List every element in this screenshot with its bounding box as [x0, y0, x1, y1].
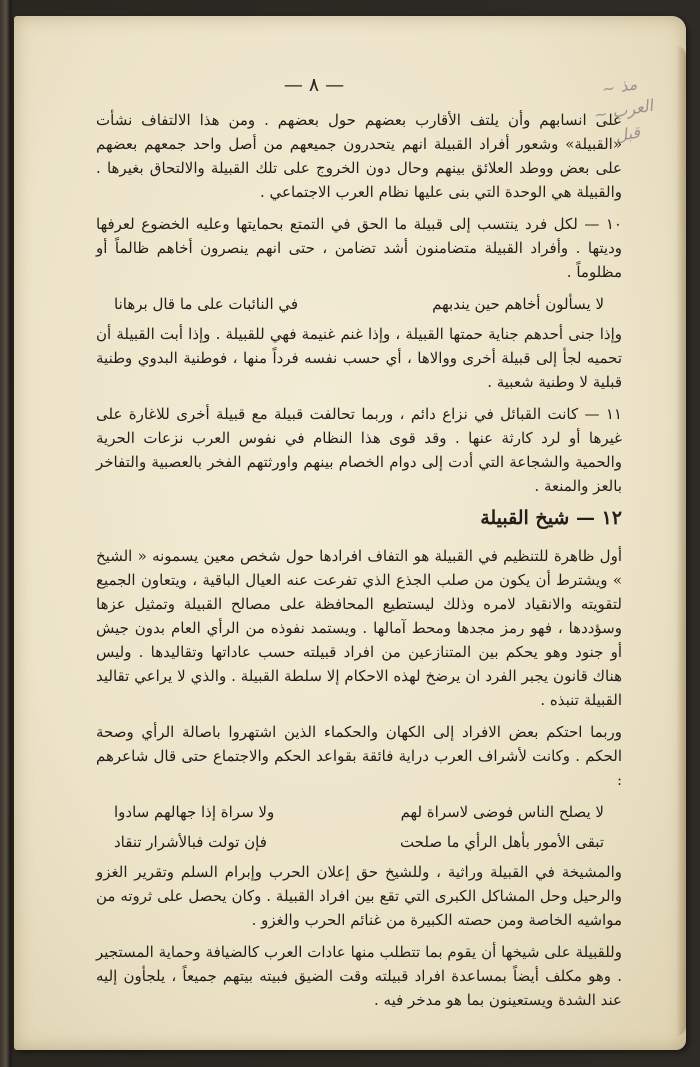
verse-second-hemistich: ولا سراة إذا جهالهم سادوا: [114, 803, 275, 821]
paragraph: على انسابهم وأن يلتف الأقارب بعضهم حول بعضهم . ومن هذا الالتفاف نشأت «القبيلة» وشعور أفراد القبيلة انهم يتحدرون جميعهم من أصل واحد جمعهم بعضهم على بعض ووطد العلائق بينهم وحال دون الخروج على تلك القبيلة والالتحاق بغيرها . والقبيلة هي الوحدة التي بنى عليها نظام العرب الاجتماعي .: [96, 111, 622, 201]
paragraph: أول ظاهرة للتنظيم في القبيلة هو التفاف افرادها حول شخص معين يسمونه « الشيخ » ويشترط أن يكون من صلب الجذع الذي تفرعت عنه العيال الباقية ، ويتعاون الجميع لتقويته والانقياد لامره وذلك ليستطيع المحافظة على مصالح القبيلة وتمثيل عزها وسؤددها ، فهو رمز مجدها ومحط آمالها . ويستمد نفوذه من الرأي العام بدون جيش أو جنود وهو يحكم بين المتنازعين من افراد قبيلته حسب عاداتها وتقاليدها . وليس هناك قانون يجبر الفرد ان يرضخ لهذه الاحكام إلا سلطة القبيلة . والذي لا يراعي تقاليد القبيلة تنبذه .: [96, 547, 622, 709]
poem-verse: [114, 830, 604, 854]
paragraph: وإذا جنى أحدهم جناية حمتها القبيلة ، وإذا غنم غنيمة فهي للقبيلة . وإذا أبت القبيلة أن تحميه لجأ إلى قبيلة أخرى ووالاها ، أي حسب نفسه فرداً منها ، فوطنية البدوي وطنية قبلية لا وطنية شعبية .: [96, 325, 622, 391]
poem-verse: [114, 292, 604, 316]
page-text-body: [96, 108, 622, 1020]
paragraph: ١١ — كانت القبائل في نزاع دائم ، وربما تحالفت قبيلة مع قبيلة أخرى للاغارة على غيرها أو لرد كارثة عنها . وقد قوى هذا النظام في نفوس العرب نزعات الحرية والحمية والشجاعة التي أدت إلى دوام الخصام بينهم واورثتهم الفخر بالعصبية والتفاخر بالعز والمنعة .: [96, 405, 622, 495]
verse-first-hemistich: لا يسألون أخاهم حين يندبهم: [432, 295, 604, 313]
paragraph: وللقبيلة على شيخها أن يقوم بما تتطلب منها عادات العرب كالضيافة وحماية المستجير . وهو مكلف أيضاً بمساعدة افراد قبيلته وقت الضيق فبيته بيتهم جميعاً ، يلجأون إليه عند الشدة ويستعينون بما هو مدخر فيه .: [96, 943, 622, 1009]
verse-first-hemistich: تبقى الأمور بأهل الرأي ما صلحت: [399, 833, 604, 851]
paragraph: وربما احتكم بعض الافراد إلى الكهان والحكماء الذين اشتهروا باصالة الرأي وصحة الحكم . وكانت لأشراف العرب دراية فائقة بقواعد الحكم والاجتماع حتى قال شاعرهم :: [96, 723, 622, 789]
paragraph: والمشيخة في القبيلة وراثية ، وللشيخ حق إعلان الحرب وإبرام السلم وتقرير الغزو والرحيل وحل المشاكل الكبرى التي تقع بين افراد القبيلة . وكان يحصل على ثروته من مواشيه الخاصة ومن حصته الكبيرة من غنائم الحرب والغزو .: [96, 863, 622, 929]
verse-first-hemistich: لا يصلح الناس فوضى لاسراة لهم: [400, 803, 604, 821]
section-heading: ١٢ — شيخ القبيلة: [480, 507, 622, 529]
handwritten-margin-note: مذ ~ العرب ~ قبل: [592, 74, 655, 146]
verse-second-hemistich: فإن تولت فبالأشرار تنقاد: [114, 833, 267, 851]
book-page: [14, 16, 686, 1050]
poem-verse: [114, 800, 604, 824]
paragraph: ١٠ — لكل فرد ينتسب إلى قبيلة ما الحق في التمتع بحمايتها وعليه الخضوع لعرفها وديتها . وأفراد القبيلة متضامنون أشد تضامن ، حتى انهم ينصرون أخاهم ظالماً أو مظلوماً .: [96, 215, 622, 281]
verse-second-hemistich: في النائبات على ما قال برهانا: [114, 295, 299, 313]
page-number: — ٨ —: [283, 74, 345, 96]
